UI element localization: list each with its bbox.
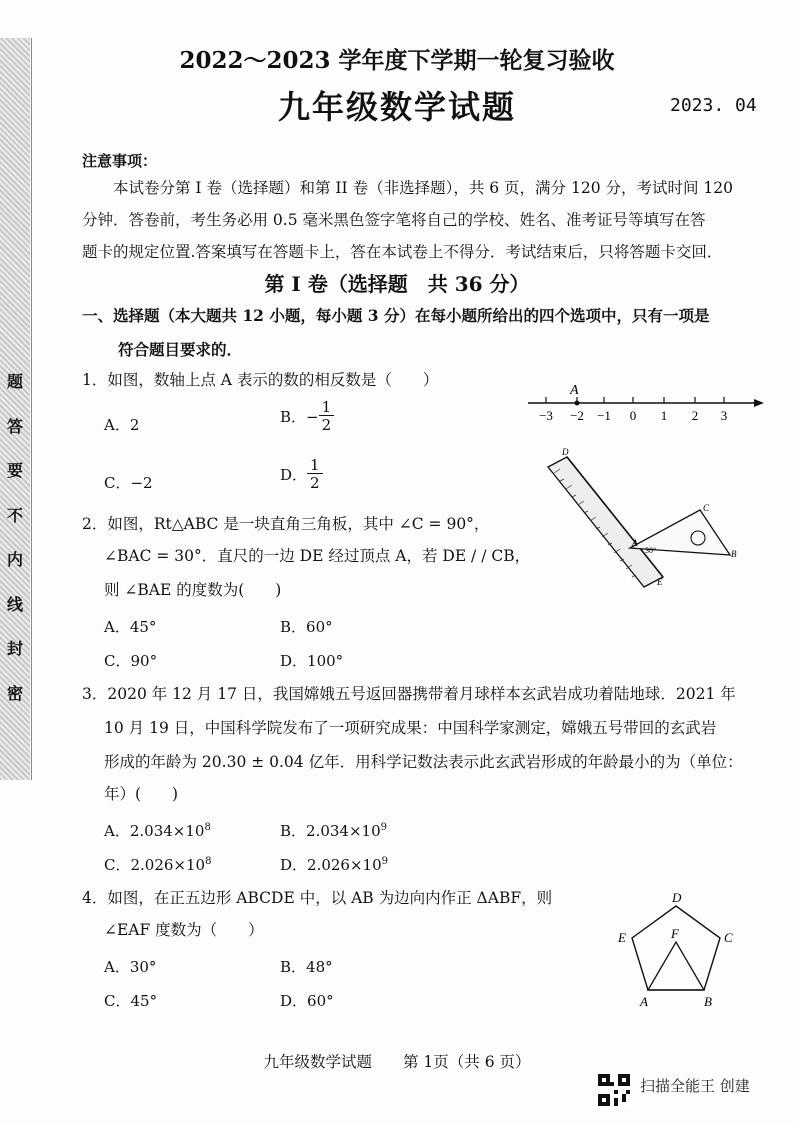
q3-line: 年）( ) — [104, 785, 179, 803]
q3-line: 形成的年龄为 20.30 ± 0.04 亿年．用科学记数法表示此玄武岩形成的年龄最小的为（单位： — [104, 753, 743, 771]
seal-char: 不 — [6, 505, 23, 525]
section-title: 第 I 卷（选择题 共 36 分） — [264, 272, 530, 296]
seal-char: 答 — [6, 416, 23, 436]
q3-option-d — [280, 854, 388, 875]
tick-label: 1 — [660, 408, 668, 423]
point-a-marker — [575, 401, 580, 406]
tick-label: 0 — [629, 408, 637, 423]
label-e: E — [657, 577, 663, 587]
q1-option-d-prefix: D． — [280, 466, 308, 484]
q3-option-b — [280, 820, 387, 841]
q4-option-a: A．30° — [104, 958, 157, 976]
q4-line: 4．如图，在正五边形 ABCDE 中，以 AB 为边向内作正 ΔABF，则 — [82, 889, 553, 907]
q4-option-b: B．48° — [280, 958, 333, 976]
pentagon-abcde — [632, 906, 720, 990]
q1-b-numerator: 1 — [319, 400, 335, 416]
q3-c-base: C．2.026×10 — [104, 856, 206, 874]
seal-char: 密 — [6, 683, 23, 703]
q3-a-exp: 8 — [204, 822, 211, 833]
q3-b-base: B．2.034×10 — [280, 822, 381, 840]
arrow-head-icon — [754, 399, 764, 407]
exam-title: 2022～2023 学年度下学期一轮复习验收 — [179, 47, 615, 74]
scanner-watermark: 扫描全能王 创建 — [640, 1077, 750, 1095]
notice-line: 分钟．答卷前，考生务必用 0.5 毫米黑色签字笔将自己的学校、姓名、准考证号等填写在答 — [82, 211, 706, 229]
angle-label: 30° — [645, 546, 657, 555]
ruler-triangle-figure — [530, 445, 770, 595]
q1-d-denominator: 2 — [310, 474, 320, 492]
seal-char: 线 — [6, 594, 23, 614]
tick-label: −3 — [539, 408, 553, 423]
page-footer: 九年级数学试题 第 1页（共 6 页） — [263, 1053, 531, 1071]
q1-option-a: A．2 — [104, 416, 140, 434]
tick-label: −1 — [597, 408, 611, 423]
notice-line: 题卡的规定位置.答案填写在答题卡上，答在本试卷上不得分．考试结束后，只将答题卡交回． — [82, 243, 723, 261]
q3-d-exp: 9 — [381, 856, 388, 867]
tick-label: 2 — [691, 408, 699, 423]
q2-line: ∠BAC = 30°．直尺的一边 DE 经过顶点 A，若 DE / / CB， — [104, 547, 531, 565]
label-a: A — [632, 538, 638, 548]
q1-d-numerator: 1 — [307, 458, 323, 474]
point-a-label: A — [570, 383, 579, 398]
q1-option-b-prefix: B．− — [280, 408, 319, 426]
binding-line — [31, 38, 32, 780]
q1-b-denominator: 2 — [321, 416, 332, 434]
q3-b-exp: 9 — [380, 822, 387, 833]
q2-option-d: D．100° — [280, 652, 344, 670]
label-b: B — [731, 549, 737, 559]
label-e: E — [618, 930, 626, 945]
q2-line: 2．如图，Rt△ABC 是一块直角三角板，其中 ∠C = 90°， — [82, 515, 490, 533]
section-instruction: 一、选择题（本大题共 12 小题，每小题 3 分）在每小题所给出的四个选项中，只有一项是 — [82, 306, 710, 325]
pentagon-figure — [610, 890, 750, 1015]
seal-char: 要 — [6, 461, 23, 480]
q3-line: 3．2020 年 12 月 17 日，我国嫦娥五号返回器携带着月球样本玄武岩成功着陆地球．2021 年 — [82, 685, 736, 703]
q3-c-exp: 8 — [205, 856, 212, 867]
section-instruction: 符合题目要求的． — [118, 340, 243, 359]
notice-label: 注意事项： — [82, 152, 158, 170]
label-d: D — [672, 890, 682, 905]
seal-char: 封 — [6, 639, 23, 658]
tick-label: −2 — [570, 408, 584, 423]
label-c: C — [724, 930, 733, 945]
label-c: C — [703, 503, 710, 513]
seal-char: 题 — [6, 372, 23, 391]
q2-option-c: C．90° — [104, 652, 158, 670]
ruler — [548, 457, 663, 587]
triangle-abf — [648, 942, 704, 990]
number-line-figure — [500, 375, 770, 425]
q2-line: 则 ∠BAE 的度数为( ) — [104, 581, 282, 599]
seal-line-text — [4, 360, 26, 716]
q1-option-b — [280, 400, 334, 433]
q2-option-b: B．60° — [280, 618, 333, 636]
q3-option-c — [104, 854, 211, 875]
seal-char: 内 — [6, 550, 23, 569]
exam-subtitle: 九年级数学试题 — [277, 88, 516, 126]
q2-option-a: A．45° — [104, 618, 157, 636]
label-d: D — [562, 447, 569, 457]
q3-option-a — [104, 820, 211, 841]
q4-option-d: D．60° — [280, 992, 334, 1010]
q1-stem: 1．如图，数轴上点 A 表示的数的相反数是（ ） — [82, 371, 439, 389]
tick-label: 3 — [720, 408, 728, 423]
q3-a-base: A．2.034×10 — [104, 822, 205, 840]
label-b: B — [704, 994, 712, 1009]
notice-line: 本试卷分第 I 卷（选择题）和第 II 卷（非选择题），共 6 页，满分 120 分，考试时间 120 — [113, 179, 733, 197]
q4-line: ∠EAF 度数为（ ） — [104, 921, 264, 939]
qr-code-icon — [598, 1074, 630, 1106]
q3-line: 10 月 19 日，中国科学院发布了一项研究成果：中国科学家测定，嫦娥五号带回的玄武岩 — [104, 719, 717, 737]
q1-option-c: C．−2 — [104, 474, 153, 492]
exam-date: 2023. 04 — [670, 95, 757, 116]
label-f: F — [671, 926, 679, 941]
q3-d-base: D．2.026×10 — [280, 856, 382, 874]
line-de — [567, 457, 663, 577]
q1-option-d — [280, 458, 323, 491]
label-a: A — [640, 994, 648, 1009]
q4-option-c: C．45° — [104, 992, 158, 1010]
